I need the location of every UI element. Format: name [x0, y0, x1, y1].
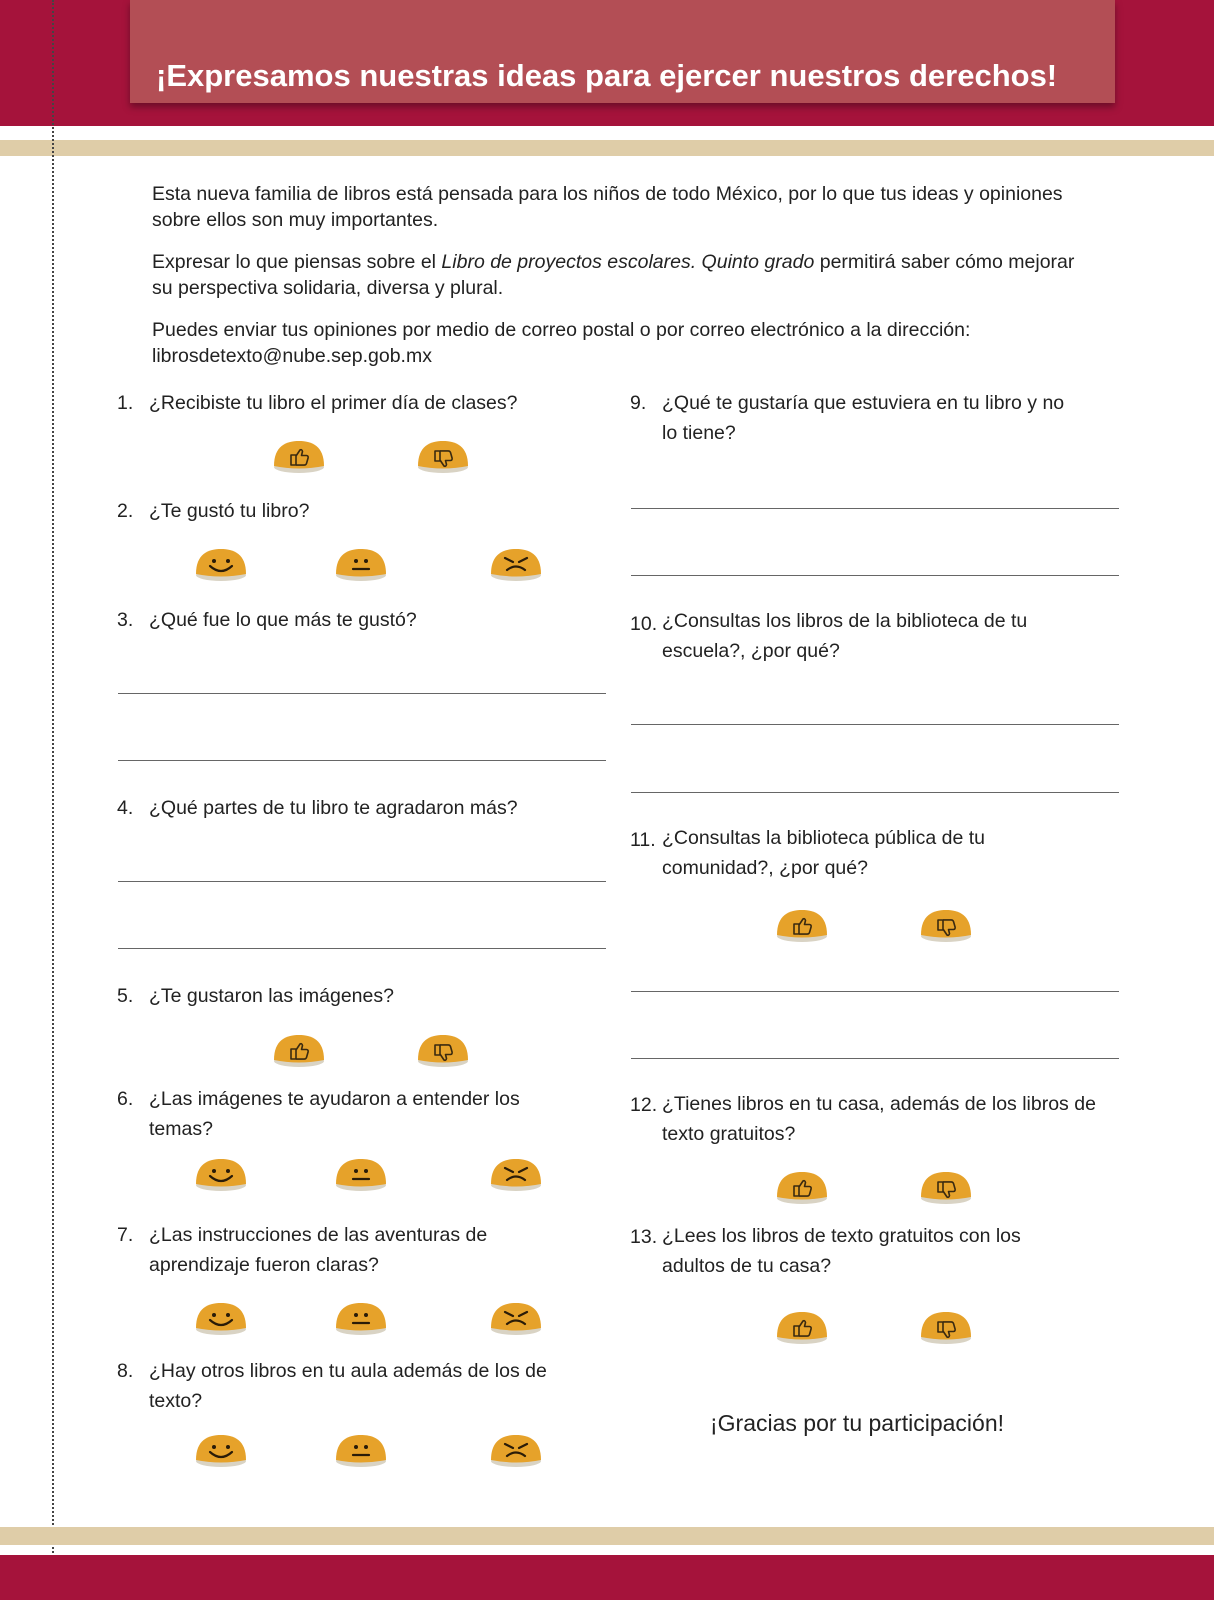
happy-face-icon[interactable] — [194, 548, 248, 584]
intro-paragraph-1: Esta nueva familia de libros está pensada para los niños de todo México, por lo que tus ideas y opiniones sobre ellos son muy importantes. — [152, 183, 1063, 231]
question-number: 13. — [630, 1226, 658, 1248]
intro-paragraph-2-start: Expresar lo que piensas sobre el — [152, 251, 442, 273]
thumbs-up-icon[interactable] — [272, 440, 326, 476]
top-stripe — [0, 140, 1214, 156]
title-box — [130, 0, 1115, 103]
question-text: ¿Hay otros libros en tu aula además de los de texto? — [149, 1360, 547, 1412]
question-text: ¿Recibiste tu libro el primer día de clases? — [149, 392, 518, 414]
thumbs-down-icon[interactable] — [919, 1171, 973, 1207]
question-number: 9. — [630, 392, 647, 414]
answer-line[interactable] — [631, 991, 1119, 992]
happy-face-icon[interactable] — [194, 1158, 248, 1194]
book-title: Libro de proyectos escolares. Quinto grado — [441, 251, 815, 273]
question-text: ¿Lees los libros de texto gratuitos con los adultos de tu casa? — [662, 1225, 1021, 1277]
thumbs-down-icon[interactable] — [416, 1034, 470, 1070]
question-text: ¿Las instrucciones de las aventuras de aprendizaje fueron claras? — [149, 1224, 488, 1276]
footer-band — [0, 1555, 1214, 1600]
answer-line[interactable] — [631, 1058, 1119, 1059]
question-text: ¿Qué fue lo que más te gustó? — [149, 609, 417, 631]
angry-face-icon[interactable] — [489, 1434, 543, 1470]
neutral-face-icon[interactable] — [334, 1302, 388, 1338]
question-text: ¿Consultas la biblioteca pública de tu comunidad?, ¿por qué? — [662, 827, 986, 879]
answer-line[interactable] — [118, 760, 606, 761]
question-number: 5. — [117, 985, 134, 1007]
thumbs-up-icon[interactable] — [775, 909, 829, 945]
happy-face-icon[interactable] — [194, 1434, 248, 1470]
question-number: 6. — [117, 1088, 134, 1110]
thumbs-up-icon[interactable] — [272, 1034, 326, 1070]
cut-line — [52, 0, 54, 1600]
question-text: ¿Qué partes de tu libro te agradaron más? — [149, 797, 518, 819]
question-text: ¿Las imágenes te ayudaron a entender los temas? — [149, 1088, 520, 1140]
thumbs-down-icon[interactable] — [416, 440, 470, 476]
answer-line[interactable] — [118, 693, 606, 694]
angry-face-icon[interactable] — [489, 548, 543, 584]
answer-line[interactable] — [631, 792, 1119, 793]
question-text: ¿Te gustaron las imágenes? — [149, 985, 394, 1007]
answer-line[interactable] — [631, 724, 1119, 725]
question-number: 8. — [117, 1360, 134, 1382]
question-number: 12. — [630, 1094, 658, 1116]
question-number: 2. — [117, 500, 134, 522]
question-number: 3. — [117, 609, 134, 631]
question-number: 10. — [630, 613, 658, 635]
angry-face-icon[interactable] — [489, 1158, 543, 1194]
question-number: 7. — [117, 1224, 134, 1246]
neutral-face-icon[interactable] — [334, 1158, 388, 1194]
happy-face-icon[interactable] — [194, 1302, 248, 1338]
thumbs-up-icon[interactable] — [775, 1171, 829, 1207]
page-title: ¡Expresamos nuestras ideas para ejercer nuestros derechos! — [156, 58, 1058, 93]
answer-line[interactable] — [631, 575, 1119, 576]
thumbs-up-icon[interactable] — [775, 1311, 829, 1347]
question-number: 11. — [630, 829, 656, 851]
answer-line[interactable] — [631, 508, 1119, 509]
intro-paragraph-3: Puedes enviar tus opiniones por medio de correo postal o por correo electrónico a la dirección: librosdetexto@nube.sep.gob.mx — [152, 319, 971, 367]
thumbs-down-icon[interactable] — [919, 1311, 973, 1347]
question-number: 1. — [117, 392, 134, 414]
question-text: ¿Te gustó tu libro? — [149, 500, 310, 522]
angry-face-icon[interactable] — [489, 1302, 543, 1338]
question-text: ¿Tienes libros en tu casa, además de los libros de texto gratuitos? — [662, 1093, 1096, 1145]
question-number: 4. — [117, 797, 134, 819]
answer-line[interactable] — [118, 948, 606, 949]
question-text: ¿Consultas los libros de la biblioteca de tu escuela?, ¿por qué? — [662, 610, 1028, 662]
question-text: ¿Qué te gustaría que estuviera en tu libro y no lo tiene? — [662, 392, 1065, 444]
intro-paragraph-2 — [152, 249, 1082, 301]
bottom-stripe — [0, 1527, 1214, 1545]
neutral-face-icon[interactable] — [334, 548, 388, 584]
thumbs-down-icon[interactable] — [919, 909, 973, 945]
intro-paragraph-2-end: permitirá saber cómo mejorar su perspectiva solidaria, diversa y plural. — [152, 251, 1075, 299]
answer-line[interactable] — [118, 881, 606, 882]
thanks-message: ¡Gracias por tu participación! — [710, 1410, 1005, 1436]
neutral-face-icon[interactable] — [334, 1434, 388, 1470]
